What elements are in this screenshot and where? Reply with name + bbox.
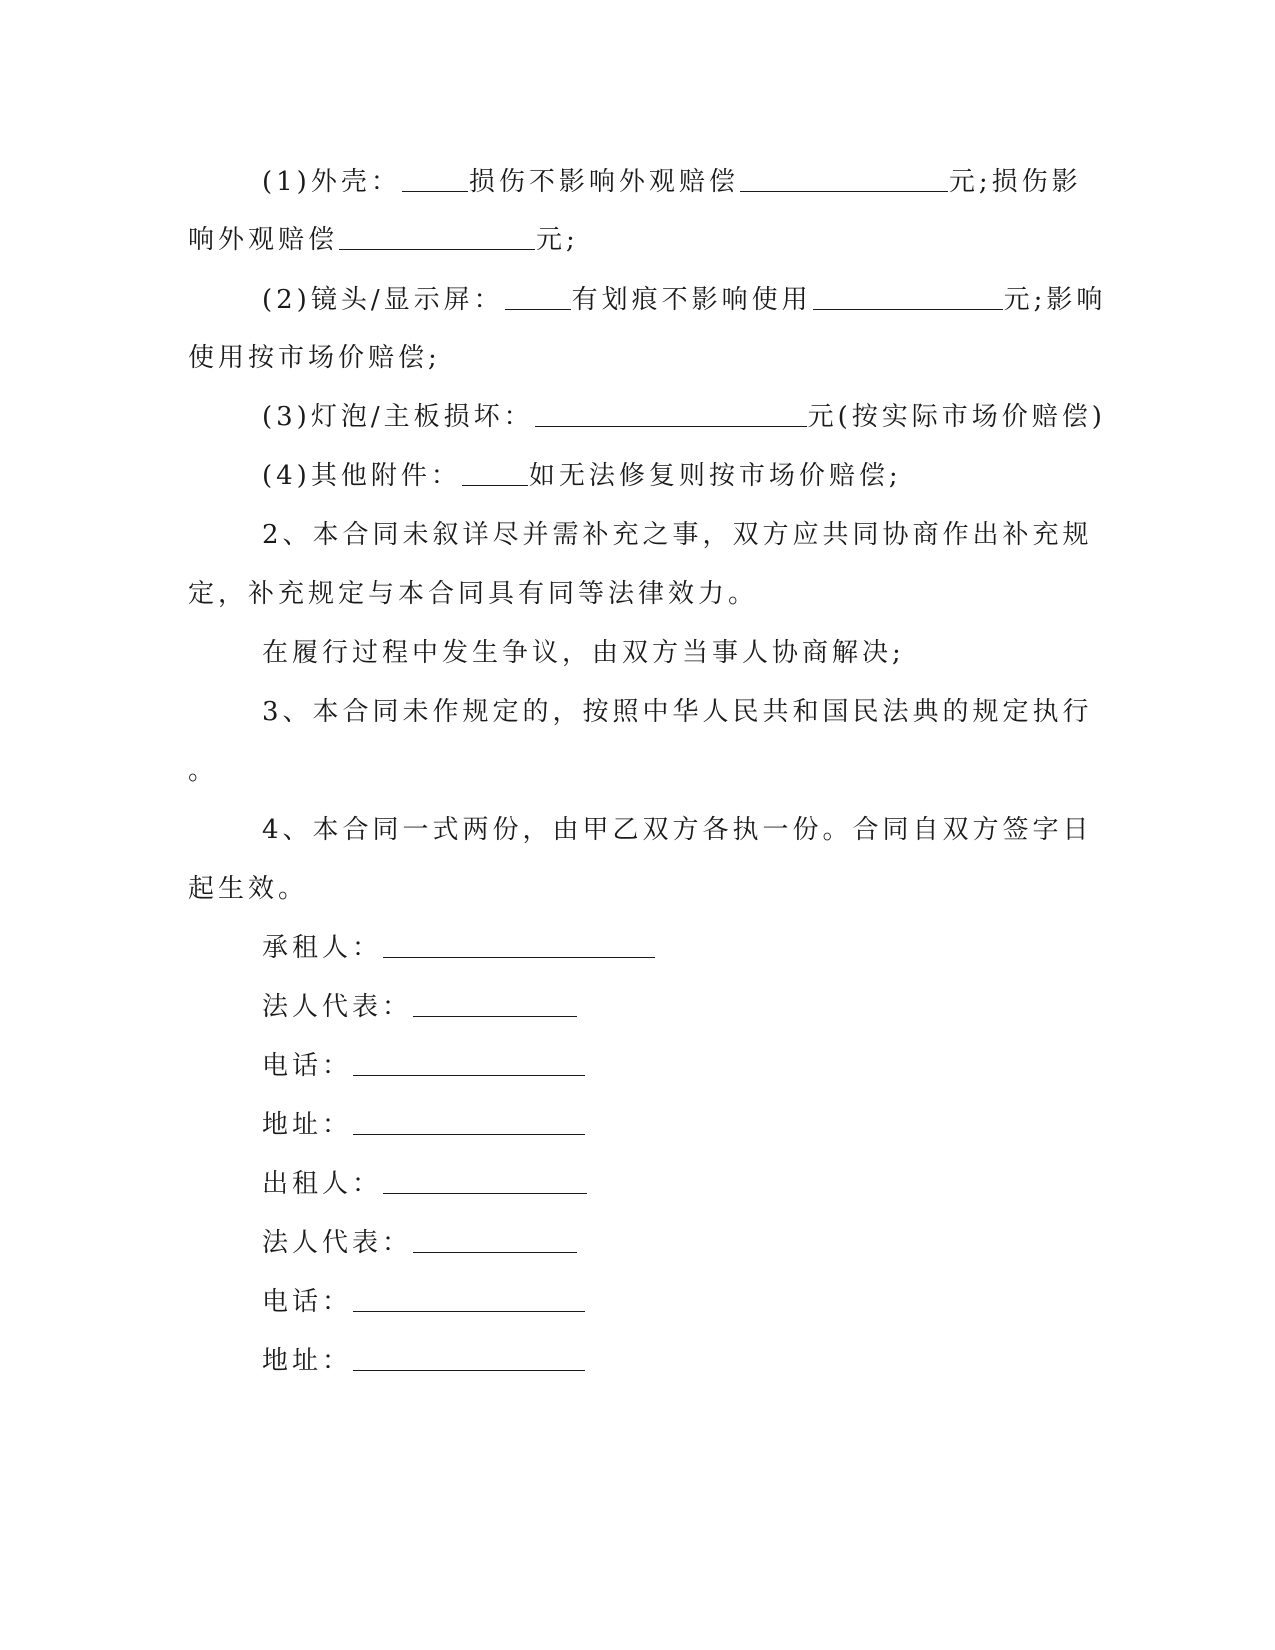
clause-text: (2)镜头/显示屏： <box>262 285 504 315</box>
clause-4-line-2 <box>188 869 308 909</box>
clause-1-1-line-1 <box>262 162 1082 202</box>
clause-text: 在履行过程中发生争议，由双方当事人协商解决; <box>262 638 905 668</box>
clause-text: 元;损伤影 <box>948 167 1082 197</box>
fill-blank[interactable] <box>462 457 528 486</box>
signature-lessor-representative <box>262 1223 578 1263</box>
fill-blank[interactable] <box>505 281 571 310</box>
signature-label: 法人代表： <box>262 1228 413 1258</box>
fill-blank[interactable] <box>813 281 1003 310</box>
clause-dispute-line <box>262 633 905 673</box>
clause-1-3-line <box>262 397 1106 437</box>
signature-lessor <box>262 1164 588 1204</box>
clause-text: 有划痕不影响使用 <box>571 285 812 315</box>
signature-blank[interactable] <box>413 988 577 1017</box>
clause-text: 使用按市场价赔偿; <box>188 343 441 373</box>
signature-blank[interactable] <box>413 1224 577 1253</box>
clause-text: (4)其他附件： <box>262 461 461 491</box>
clause-text: 如无法修复则按市场价赔偿; <box>528 461 902 491</box>
clause-text: 元(按实际市场价赔偿) <box>807 402 1106 432</box>
signature-label: 法人代表： <box>262 992 413 1022</box>
clause-text: 响外观赔偿 <box>188 225 339 255</box>
signature-label: 电话： <box>262 1051 353 1081</box>
clause-text: 元; <box>536 225 579 255</box>
clause-text: 3、本合同未作规定的，按照中华人民共和国民法典的规定执行 <box>262 697 1093 727</box>
fill-blank[interactable] <box>535 398 807 427</box>
signature-blank[interactable] <box>383 929 655 958</box>
signature-blank[interactable] <box>353 1283 585 1312</box>
clause-2-line-1 <box>262 515 1093 555</box>
signature-label: 出租人： <box>262 1169 383 1199</box>
clause-text: 4、本合同一式两份，由甲乙双方各执一份。合同自双方签字日 <box>262 815 1093 845</box>
clause-1-4-line <box>262 456 902 496</box>
signature-lessee-address <box>262 1105 586 1145</box>
signature-lessor-address <box>262 1341 586 1381</box>
signature-blank[interactable] <box>383 1165 587 1194</box>
signature-label: 电话： <box>262 1287 353 1317</box>
clause-text: 定，补充规定与本合同具有同等法律效力。 <box>188 579 759 609</box>
signature-label: 地址： <box>262 1346 353 1376</box>
fill-blank[interactable] <box>402 163 468 192</box>
signature-label: 地址： <box>262 1110 353 1140</box>
clause-3-line-2 <box>188 751 218 791</box>
clause-text: 2、本合同未叙详尽并需补充之事，双方应共同协商作出补充规 <box>262 520 1093 550</box>
clause-text: (1)外壳： <box>262 167 401 197</box>
signature-blank[interactable] <box>353 1047 585 1076</box>
fill-blank[interactable] <box>740 163 948 192</box>
clause-text: (3)灯泡/主板损坏： <box>262 402 534 432</box>
clause-text: 起生效。 <box>188 874 309 904</box>
clause-3-line-1 <box>262 692 1093 732</box>
signature-lessee-phone <box>262 1046 586 1086</box>
signature-lessee <box>262 928 656 968</box>
fill-blank[interactable] <box>339 221 535 250</box>
signature-lessor-phone <box>262 1282 586 1322</box>
clause-1-2-line-2 <box>188 338 441 378</box>
clause-2-line-2 <box>188 574 758 614</box>
signature-lessee-representative <box>262 987 578 1027</box>
clause-1-2-line-1 <box>262 280 1106 320</box>
clause-4-line-1 <box>262 810 1093 850</box>
clause-text: 元;影响 <box>1003 285 1107 315</box>
clause-text: 损伤不影响外观赔偿 <box>468 167 739 197</box>
clause-1-1-line-2 <box>188 220 579 260</box>
signature-blank[interactable] <box>353 1342 585 1371</box>
clause-text: 。 <box>188 756 219 786</box>
signature-blank[interactable] <box>353 1106 585 1135</box>
signature-label: 承租人： <box>262 933 383 963</box>
